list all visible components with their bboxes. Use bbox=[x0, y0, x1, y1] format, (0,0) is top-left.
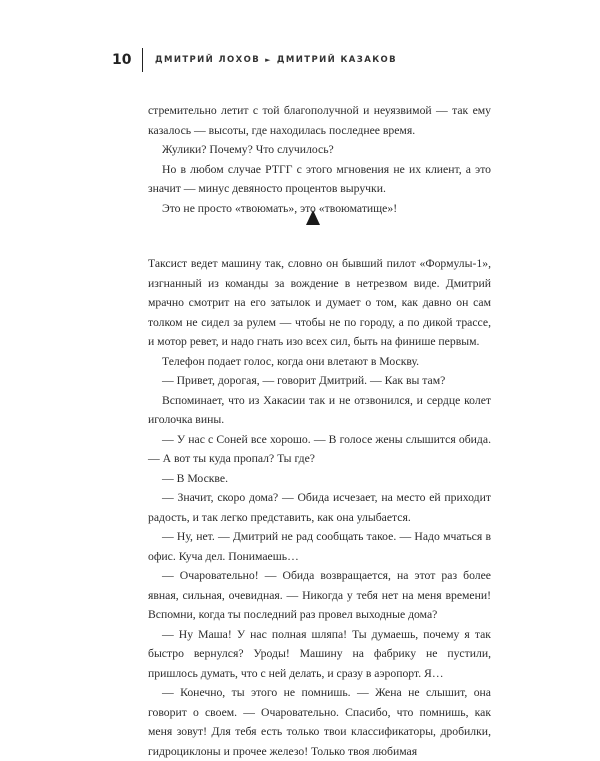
paragraph: — Значит, скоро дома? — Обида исчезает, на место ей приходит радость, и так легко представить, как она улыбается. bbox=[148, 491, 491, 524]
paragraph: — Ну, нет. — Дмитрий не рад сообщать такое. — Надо мчаться в офис. Куча дел. Понимаешь… bbox=[148, 530, 491, 563]
running-header bbox=[112, 48, 397, 72]
text-block-2 bbox=[148, 254, 491, 761]
section-break-triangle-icon bbox=[306, 210, 320, 225]
paragraph: Но в любом случае РТГГ с этого мгновения не их клиент, а это значит — минус девяносто процентов выручки. bbox=[148, 162, 491, 195]
paragraph: — Очаровательно! — Обида возвращается, на этот раз более явная, сильная, очевидная. — Никогда у тебя нет на меня времени! Вспомни, когда ты последний раз провел выходные дома? bbox=[148, 569, 491, 621]
text-block-1 bbox=[148, 101, 491, 218]
author-name-1: ДМИТРИЙ ЛОХОВ bbox=[155, 55, 261, 65]
paragraph: — В Москве. bbox=[162, 471, 228, 485]
paragraph: Это не просто «твоюмать», это «твоюматище»! bbox=[162, 201, 398, 215]
paragraph: Вспоминает, что из Хакасии так и не отзвонился, и сердце колет иголочка вины. bbox=[148, 393, 491, 426]
author-name-2: ДМИТРИЙ КАЗАКОВ bbox=[276, 55, 398, 65]
running-title bbox=[155, 55, 397, 65]
paragraph: — У нас с Соней все хорошо. — В голосе жены слышится обида. — А вот ты куда пропал? Ты где? bbox=[148, 432, 491, 465]
paragraph: — Привет, дорогая, — говорит Дмитрий. — Как вы там? bbox=[162, 374, 446, 387]
paragraph: — Ну Маша! У нас полная шляпа! Ты думаешь, почему я так быстро вернулся? Уроды! Машину на фабрику не пустили, пришлось думать, что с ней делать, и сразу в аэропорт. Я… bbox=[148, 627, 491, 680]
paragraph: — Конечно, ты этого не помнишь. — Жена не слышит, она говорит о своем. — Очаровательно. Спасибо, что помнишь, как меня зовут! Для тебя есть только твои классификаторы, дробилки, гидроциклоны и прочее железо! Только твоя любимая bbox=[148, 686, 491, 758]
paragraph: стремительно летит с той благополучной и неуязвимой — так ему казалось — высоты, где находилась последнее время. bbox=[148, 104, 491, 137]
header-divider bbox=[142, 48, 143, 72]
paragraph: Жулики? Почему? Что случилось? bbox=[162, 143, 334, 156]
paragraph: Таксист ведет машину так, словно он бывший пилот «Формулы-1», изгнанный из команды за вождение в нетрезвом виде. Дмитрий мрачно смотрит на его затылок и думает о том, как давно он сам толком не сидел за рулем — чтобы не по городу, а по дикой трассе, и мотор ревет, и надо гнать изо всех сил, быть на финише первым. bbox=[148, 257, 491, 348]
arrow-icon: ► bbox=[265, 56, 272, 64]
page-number: 10 bbox=[112, 52, 132, 68]
paragraph: Телефон подает голос, когда они влетают в Москву. bbox=[162, 354, 420, 368]
